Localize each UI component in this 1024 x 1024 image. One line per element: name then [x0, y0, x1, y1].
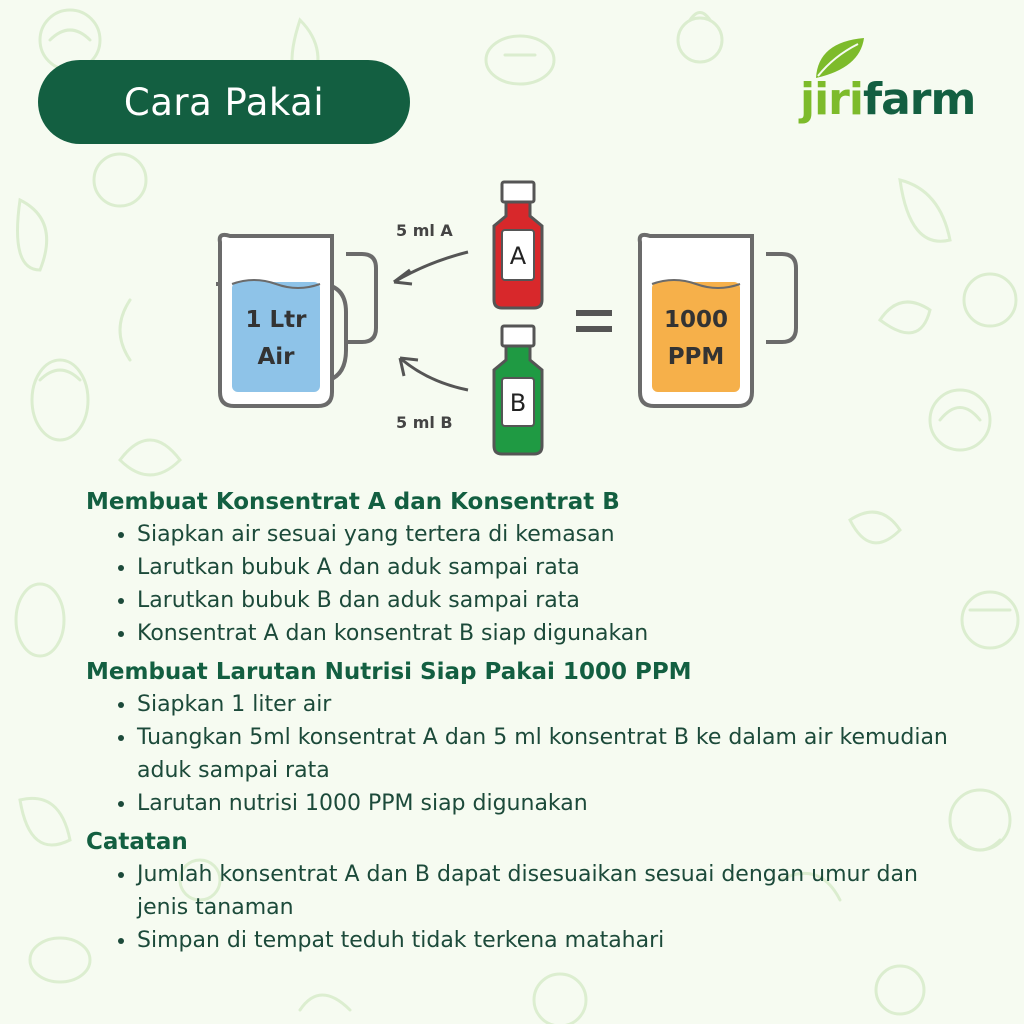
list-item: Larutkan bubuk B dan aduk sampai rata: [115, 584, 966, 617]
water-jug: [216, 235, 376, 406]
label-a: 5 ml A: [396, 221, 453, 240]
jirifarm-logo: [800, 34, 1005, 134]
jug-right-line2: PPM: [667, 344, 725, 370]
section-title: Membuat Konsentrat A dan Konsentrat B: [86, 489, 620, 515]
section-catatan: [86, 826, 966, 957]
bottle-a-label: A: [509, 242, 527, 270]
logo-wordmark: jirifarm: [800, 74, 976, 125]
list-item: Tuangkan 5ml konsentrat A dan 5 ml konsentrat B ke dalam air kemudian aduk sampai rata: [115, 721, 966, 787]
jug-left-line1: 1 Ltr: [245, 307, 307, 333]
label-b: 5 ml B: [396, 413, 453, 432]
bottle-b-label: B: [509, 389, 527, 417]
section-konsentrat: [86, 486, 966, 650]
instructions: [86, 486, 966, 957]
bottle-b: [494, 326, 542, 454]
solution-jug: [640, 235, 796, 406]
list-item: Simpan di tempat teduh tidak terkena matahari: [115, 924, 966, 957]
page-title: Cara Pakai: [123, 80, 325, 124]
section-title: Membuat Larutan Nutrisi Siap Pakai 1000 PPM: [86, 659, 692, 685]
mixing-illustration: [200, 172, 810, 462]
arrow-a: [394, 252, 468, 282]
arrow-b: [400, 358, 468, 390]
equals-sign: [576, 310, 612, 332]
bottle-a: [494, 182, 542, 308]
list-item: Konsentrat A dan konsentrat B siap digunakan: [115, 617, 966, 650]
list-item: Larutkan bubuk A dan aduk sampai rata: [115, 551, 966, 584]
list-item: Jumlah konsentrat A dan B dapat disesuaikan sesuai dengan umur dan jenis tanaman: [115, 858, 966, 924]
title-pill: [38, 60, 410, 144]
section-larutan: [86, 656, 966, 820]
list-item: Siapkan air sesuai yang tertera di kemasan: [115, 518, 966, 551]
section-title: Catatan: [86, 829, 188, 855]
jug-right-line1: 1000: [663, 307, 729, 333]
jug-left-line2: Air: [257, 344, 295, 370]
list-item: Siapkan 1 liter air: [115, 688, 966, 721]
list-item: Larutan nutrisi 1000 PPM siap digunakan: [115, 787, 966, 820]
